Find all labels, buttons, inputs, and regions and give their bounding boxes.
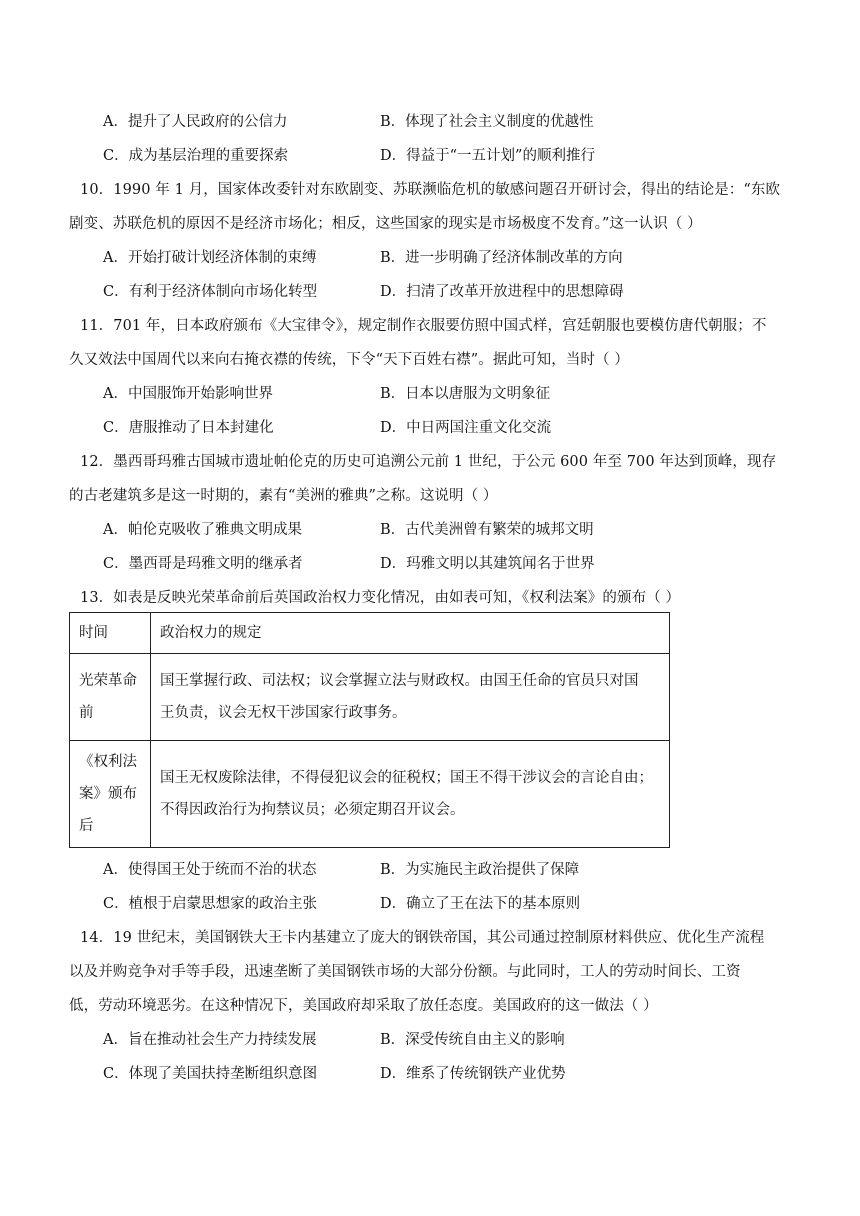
q9-option-c: C．成为基层治理的重要探索 — [103, 148, 289, 164]
q14-stem-line-3: 低，劳动环境恶劣。在这种情况下，美国政府却采取了放任态度。美国政府的这一做法（ ） — [69, 998, 658, 1014]
table-cell-time: 《权利法案》颁布后 — [70, 741, 151, 848]
q11-option-b: B．日本以唐服为文明象征 — [380, 386, 551, 402]
q12-option-d: D．玛雅文明以其建筑闻名于世界 — [380, 556, 595, 572]
table-cell-rule — [151, 741, 670, 848]
table-header-rule: 政治权力的规定 — [151, 613, 670, 654]
q11-stem-line-2: 久又效法中国周代以来向右掩衣襟的传统，下令“天下百姓右襟”。据此可知，当时（ ） — [69, 352, 629, 368]
table-cell-rule-line: 国王掌握行政、司法权；议会掌握立法与财政权。由国王任命的官员只对国 — [160, 673, 639, 689]
q12-stem-line-1: 12．墨西哥玛雅古国城市遗址帕伦克的历史可追溯公元前 1 世纪，于公元 600 年至 700 年达到顶峰，现存 — [80, 454, 777, 470]
table-row — [70, 654, 670, 741]
table-cell-rule-line: 国王无权废除法律，不得侵犯议会的征税权；国王不得干涉议会的言论自由； — [160, 770, 653, 786]
table-row — [70, 741, 670, 848]
q10-stem-line-1: 10．1990 年 1 月，国家体改委针对东欧剧变、苏联濒临危机的敏感问题召开研讨会，得出的结论是：“东欧 — [80, 182, 781, 198]
q10-option-c: C．有利于经济体制向市场化转型 — [103, 284, 318, 300]
q13-option-d: D．确立了王在法下的基本原则 — [380, 896, 581, 912]
q13-stem-line-1: 13．如表是反映光荣革命前后英国政治权力变化情况，由如表可知，《权利法案》的颁布（ ） — [80, 590, 681, 606]
q14-option-a: A．旨在推动社会生产力持续发展 — [103, 1032, 317, 1048]
q12-option-c: C．墨西哥是玛雅文明的继承者 — [103, 556, 303, 572]
table-cell-rule-line: 王负责，议会无权干涉国家行政事务。 — [160, 705, 407, 721]
q11-option-c: C．唐服推动了日本封建化 — [103, 420, 274, 436]
q12-option-a: A．帕伦克吸收了雅典文明成果 — [103, 522, 302, 538]
q10-option-d: D．扫清了改革开放进程中的思想障碍 — [380, 284, 624, 300]
q9-option-a: A．提升了人民政府的公信力 — [103, 114, 288, 130]
q14-stem-line-1: 14．19 世纪末，美国钢铁大王卡内基建立了庞大的钢铁帝国，其公司通过控制原材料供应、优化生产流程 — [80, 930, 765, 946]
q14-option-b: B．深受传统自由主义的影响 — [380, 1032, 565, 1048]
table-header-row — [70, 613, 670, 654]
q13-power-table — [69, 612, 670, 848]
q12-option-b: B．古代美洲曾有繁荣的城邦文明 — [380, 522, 594, 538]
q11-option-a: A．中国服饰开始影响世界 — [103, 386, 273, 402]
table-cell-time: 光荣革命前 — [70, 654, 151, 741]
q10-stem-line-2: 剧变、苏联危机的原因不是经济市场化；相反，这些国家的现实是市场极度不发育。”这一认识（ ） — [69, 216, 702, 232]
q14-option-c: C．体现了美国扶持垄断组织意图 — [103, 1066, 318, 1082]
table-cell-rule-line: 不得因政治行为拘禁议员；必须定期召开议会。 — [160, 802, 465, 818]
q12-stem-line-2: 的古老建筑多是这一时期的，素有“美洲的雅典”之称。这说明（ ） — [69, 488, 498, 504]
q14-option-d: D．维系了传统钢铁产业优势 — [380, 1066, 566, 1082]
q10-option-a: A．开始打破计划经济体制的束缚 — [103, 250, 317, 266]
q13-option-c: C．植根于启蒙思想家的政治主张 — [103, 896, 318, 912]
q13-option-b: B．为实施民主政治提供了保障 — [380, 862, 580, 878]
table-cell-rule — [151, 654, 670, 741]
table-header-time: 时间 — [70, 613, 151, 654]
q11-option-d: D．中日两国注重文化交流 — [380, 420, 552, 436]
q9-option-d: D．得益于“一五计划”的顺利推行 — [380, 148, 595, 164]
q9-option-b: B．体现了社会主义制度的优越性 — [380, 114, 594, 130]
q10-option-b: B．进一步明确了经济体制改革的方向 — [380, 250, 623, 266]
q13-option-a: A．使得国王处于统而不治的状态 — [103, 862, 317, 878]
q14-stem-line-2: 以及并购竞争对手等手段，迅速垄断了美国钢铁市场的大部分份额。与此同时，工人的劳动时间长、工资 — [69, 964, 741, 980]
q11-stem-line-1: 11．701 年，日本政府颁布《大宝律令》，规定制作衣服要仿照中国式样，宫廷朝服也要模仿唐代朝服；不 — [80, 318, 767, 334]
